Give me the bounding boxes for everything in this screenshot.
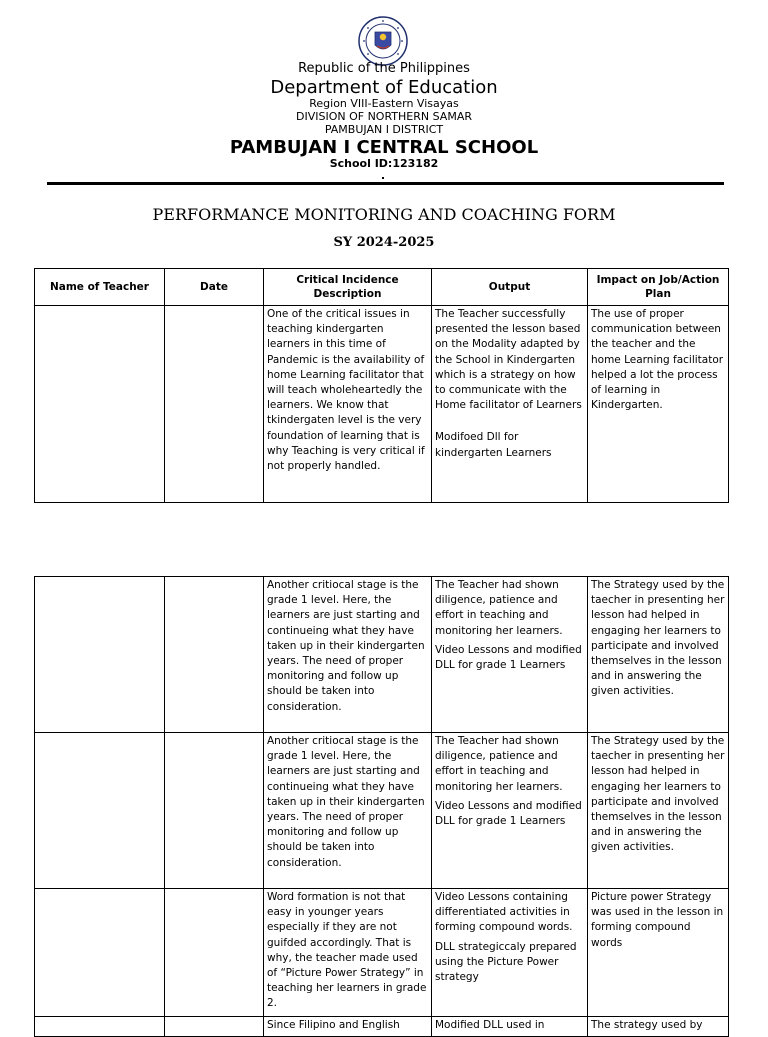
table-row [35, 1017, 729, 1037]
teacher-name-cell[interactable] [35, 733, 165, 889]
impact-cell [588, 577, 729, 733]
school-year: SY 2024-2025 [333, 235, 435, 250]
teacher-name-cell[interactable] [35, 1017, 165, 1037]
description-cell [264, 889, 432, 1017]
description-text: Another critiocal stage is the grade 1 level. Here, the learners are just starting and continueing what they have taken up in their kindergarten years. The need of proper monitoring and follow up should be taken into consideration. [267, 735, 425, 869]
description-text: Word formation is not that easy in younger years especially if they are not guifded accordingly. That is why, the teacher made used of “Picture Power Strategy” in teaching her learners in grade 2. [267, 891, 427, 1010]
output-text: Video Lessons containing differentiated activities in forming compound words. [435, 891, 573, 934]
department-line: Department of Education [270, 77, 498, 98]
division-line: DIVISION OF NORTHERN SAMAR [296, 110, 472, 123]
impact-cell [588, 889, 729, 1017]
impact-text: Picture power Strategy was used in the lesson in forming compound words [591, 891, 724, 949]
region-line: Region VIII-Eastern Visayas [309, 97, 459, 110]
column-header-impact: Impact on Job/Action Plan [588, 269, 729, 306]
impact-text: The strategy used by [591, 1019, 703, 1031]
description-cell [264, 1017, 432, 1037]
monitoring-table-2 [34, 576, 729, 1037]
teacher-name-cell[interactable] [35, 889, 165, 1017]
output-text-2: DLL strategiccaly prepared using the Picture Power strategy [435, 940, 577, 984]
school-name: PAMBUJAN I CENTRAL SCHOOL [229, 137, 539, 158]
date-cell[interactable] [165, 1017, 264, 1037]
impact-cell [588, 1017, 729, 1037]
description-cell [264, 733, 432, 889]
table-row [35, 733, 729, 889]
teacher-name-cell[interactable] [35, 577, 165, 733]
district-line: PAMBUJAN I DISTRICT [324, 123, 444, 136]
table-row [35, 889, 729, 1017]
output-cell [432, 1017, 588, 1037]
output-text-2: Video Lessons and modified DLL for grade 1 Learners [435, 799, 582, 828]
output-cell [432, 733, 588, 889]
impact-text: The Strategy used by the taecher in presenting her lesson had helped in engaging her learners to participate and involved themselves in the lesson and in answering the given activities. [591, 579, 725, 698]
output-text-2: Modifoed Dll for kindergarten Learners [435, 431, 552, 459]
republic-line: Republic of the Philippines [298, 61, 470, 76]
output-cell [432, 889, 588, 1017]
date-cell[interactable] [165, 733, 264, 889]
table-row [35, 577, 729, 733]
school-id: School ID:123182 [329, 157, 439, 170]
output-cell [432, 577, 588, 733]
output-text-2: Video Lessons and modified DLL for grade 1 Learners [435, 643, 582, 672]
output-cell [432, 306, 588, 503]
description-text: One of the critical issues in teaching kindergarten learners in this time of Pandemic is the availability of home Learning facilitator that will teach wholeheartedly the learners. We know that tkindergaten level is the very foundation of learning that is why Teaching is very critical if not properly handled. [267, 308, 425, 473]
impact-cell [588, 306, 729, 503]
table-header-row [35, 269, 729, 306]
description-cell [264, 306, 432, 503]
form-title: PERFORMANCE MONITORING AND COACHING FORM [152, 205, 616, 224]
description-cell [264, 577, 432, 733]
output-text: Modified DLL used in [435, 1019, 545, 1031]
header-divider-mark [382, 177, 384, 179]
date-cell[interactable] [165, 577, 264, 733]
monitoring-table-1 [34, 268, 729, 503]
impact-cell [588, 733, 729, 889]
column-header-output: Output [432, 269, 588, 306]
description-text: Since Filipino and English [267, 1019, 400, 1031]
header-divider [47, 182, 724, 185]
deped-seal-icon [358, 16, 408, 66]
impact-text: The use of proper communication between the teacher and the home Learning facilitator helped a lot the process of learning in Kindergarten. [591, 308, 724, 412]
description-text: Another critiocal stage is the grade 1 level. Here, the learners are just starting and continueing what they have taken up in their kindergarten years. The need of proper monitoring and follow up should be taken into consideration. [267, 579, 425, 713]
column-header-date: Date [165, 269, 264, 306]
date-cell[interactable] [165, 889, 264, 1017]
teacher-name-cell[interactable] [35, 306, 165, 503]
output-text: The Teacher had shown diligence, patience and effort in teaching and monitoring her learners. [435, 735, 563, 793]
output-text: The Teacher had shown diligence, patience and effort in teaching and monitoring her learners. [435, 579, 563, 637]
impact-text: The Strategy used by the taecher in presenting her lesson had helped in engaging her learners to participate and involved themselves in the lesson and in answering the given activities. [591, 735, 725, 854]
column-header-description: Critical Incidence Description [264, 269, 432, 306]
date-cell[interactable] [165, 306, 264, 503]
table-row [35, 306, 729, 503]
column-header-name: Name of Teacher [35, 269, 165, 306]
output-text: The Teacher successfully presented the lesson based on the Modality adapted by the School in Kindergarten which is a strategy on how to communicate with the Home facilitator of Learners [435, 308, 582, 412]
